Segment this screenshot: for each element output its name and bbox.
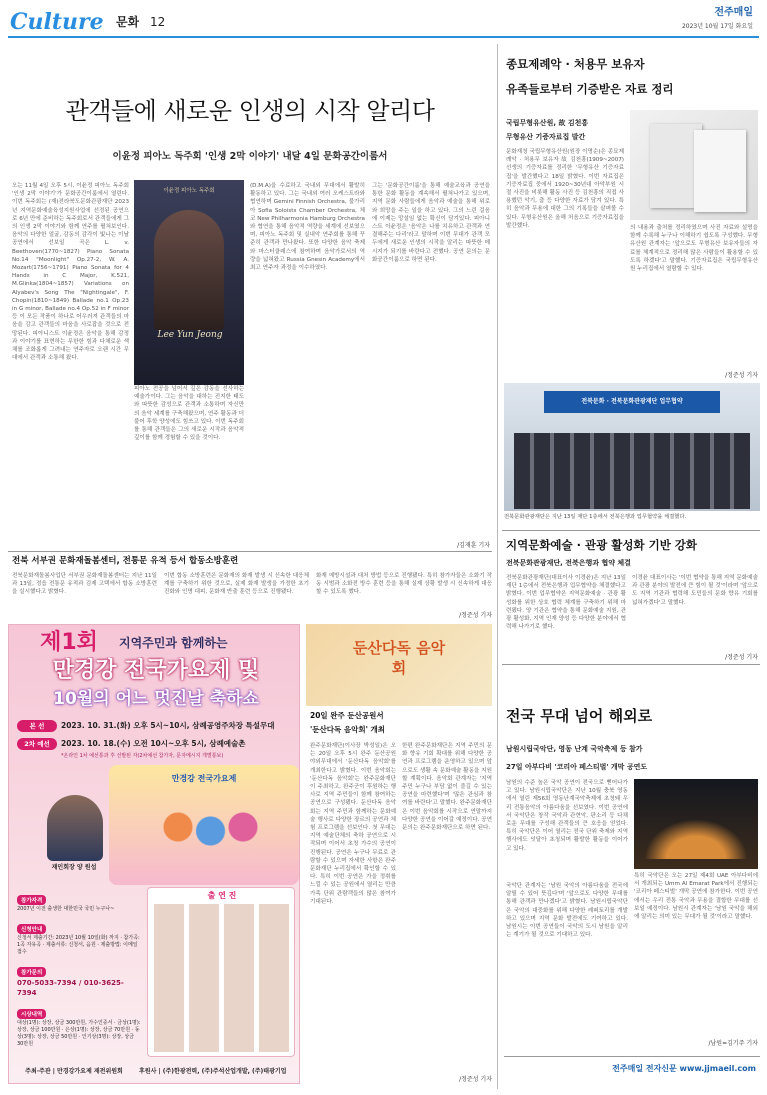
a3-image bbox=[306, 624, 492, 706]
ad-organizer: 주최·주관 | 만경강가요제 재전위원회 bbox=[25, 1068, 123, 1075]
ad-info-text: 2007년 이전 출생한 대한민국 국민 누구나~ bbox=[17, 906, 115, 912]
page-number: 12 bbox=[150, 15, 166, 29]
ad-info-item bbox=[17, 887, 141, 913]
a4-col2: 의 내용과 출처를 정리하였으며 사진 자료와 설명을 함께 수록해 누구나 이해하기 쉽도록 구성했다. 무형유산원 관계자는 '앞으로도 무형유산 보유자들의 자료를 체계적으로 정리해 많은 사람들이 활용할 수 있도록 하겠다'고 말했다. 기증자료집은 국립무형유산원 누리집에서 열람할 수 있다. bbox=[630, 225, 758, 273]
a1-subheadline: 이윤정 피아노 독주회 '인생 2막 이야기' 내달 4일 문화공간이룸서 bbox=[112, 151, 388, 162]
a5-col2: 이경윤 대표이사는 '이번 협약을 통해 지역 문화예술과 관광 분야의 발전에 큰 힘이 될 것'이라며 '앞으로도 지역 기관과 협력해 도민들의 문화 향유 기회를 넓혀가겠다'고 말했다. bbox=[632, 575, 758, 606]
a5-col1: 전북문화관광재단(대표이사 이경윤)은 지난 13일 재단 1층에서 전북은행과 업무협약을 체결했다고 밝혔다. 이번 업무협약은 지역문화예술 · 관광 활성화를 위한 상호 협력 체계를 구축하기 위해 마련됐다. 양 기관은 협약을 통해 문화예술 지원, 관광 활성화, 지역 인재 양성 등 다양한 분야에서 협력해 나가기로 했다. bbox=[506, 575, 626, 631]
a4-book-photo bbox=[630, 110, 758, 220]
a3-kicker: 20일 완주 둔산공원서 bbox=[310, 711, 384, 720]
a6-col2: 국악단 관계자는 '남원 국악의 아름다움을 전국에 알릴 수 있어 뜻깊다'며 '앞으로도 다양한 무대를 통해 관객과 만나겠다'고 밝혔다. 남원시립국악단은 국악의 대중화를 위해 다양한 레퍼토리를 개발하고 있으며 지역 문화 발전에도 기여하고 있다. 남원시는 이번 공연들이 국악의 도시 남원을 알리는 계기가 될 것으로 기대하고 있다. bbox=[506, 883, 628, 939]
ad-final-text: 2023. 10. 31.(화) 오후 5시~10시, 삼례공영주차장 특설무대 bbox=[61, 721, 275, 730]
ad-title-1: 제1회 bbox=[40, 630, 98, 655]
ad-info-label: 신청안내 bbox=[17, 924, 46, 934]
a4-col1: 문화재청 국립무형유산원(원장 이명순)은 종묘제례악 · 처용무 보유자 故 김천흥(1909~2007) 선생의 기증자료를 정리한 '무형유산 기증자료집'을 발간했다고 18일 밝혔다. 이번 자료집은 기증자료집 중에서 1920~30년대 아악부원 시절 사진을 비롯해 활동 사진 등 김천흥의 직접 사용했던 악기, 춤 등 다양한 자료가 담겨 있다. 특히 음악과 무용에 대한 그의 기록들을 살펴볼 수 있다. 무형유산원은 올해 처음으로 기증자료집을 발간했다. bbox=[506, 149, 624, 229]
cast-panel bbox=[147, 887, 295, 1057]
section-title-ko: 문화 bbox=[116, 15, 140, 29]
a3-col2: 한편 완주문화재단은 지역 주민의 문화 향유 기회 확대를 위해 다양한 공연과 프로그램을 운영하고 있으며 앞으로도 생활 속 문화예술 활동을 지원할 계획이다. 음악회 관계자는 '지역 주민 누구나 부담 없이 즐길 수 있는 공연을 마련했다'며 '많은 관심과 참여를 바란다'고 말했다. 완주문화재단은 이번 음악회를 시작으로 연말까지 다양한 공연을 이어갈 예정이다. 공연 문의는 완주문화재단으로 하면 된다. bbox=[402, 743, 492, 832]
a6-sub-2: 27일 아부다비 '코리아 페스티벌' 개막 공연도 bbox=[506, 763, 648, 771]
ad-info-text: 신청서 제출기간: 2023년 10월 10일(화) 까지 · 참가곡: 1곡 자유곡 · 제출서류: 신청서, 음원 · 제출방법: 이메일 접수 bbox=[17, 935, 140, 955]
a3-image-text: 둔산다독 음악회 bbox=[352, 639, 446, 677]
ad-final-label: 본 선 bbox=[17, 720, 57, 732]
a5-byline: /정준성 기자 bbox=[725, 654, 758, 661]
ad-info-item bbox=[17, 1001, 141, 1048]
ad-title-3: 10월의 어느 멋진날 축하쇼 bbox=[53, 689, 259, 709]
a4-headline-1: 종묘제례악 · 처용무 보유자 bbox=[506, 57, 645, 71]
ad-poster-label: 만경강 전국가요제 bbox=[171, 774, 237, 783]
a1-col2b: 피아노 전공을 넘어서 깊은 감동을 선사하는 예술가이다. 그는 음악을 대하는 진지한 태도와 따뜻한 감성으로 관객과 소통하며 자신만의 음악 세계를 구축해왔으며, 연주 활동과 더불어 후학 양성에도 힘쓰고 있다. 이번 독주회를 통해 관객들은 그의 새로운 시작과 음악적 깊이를 함께 경험할 수 있을 것이다. bbox=[134, 386, 244, 442]
a1-col1: 오는 11월 4일 오후 5시, 이윤정 피아노 독주회 '인생 2막 이야기'가 문화공간이룸에서 열린다. 이번 독주회는 (재)전라북도문화관광재단 2023년 지역문화예술육성지원사업에 선정된 공연으로 6년 만에 준비하는 독주회로서 관객들에게 그의 인생 2막 이야기와 함께 연주를 펼쳐보인다. 음악의 다양한 얼굴, 감동의 감각이 빛나는 이날 공연에서 선보일 곡은 L. v. Beethoven(1770~1827) Piano Sonata No.14 "Moonlight" Op.27-2, W. A. Mozart(1756~1791) Piano Sonata for 4 Hands in C Major, K.521, M.Glinka(1804~1857) Variations on Alyabev's Song The "Nightingale", F. Chopin(1810~1849) Ballade no.1 Op.23 in G minor, Ballade no.4 Op.52 in F minor 등 이 모든 작품이 하나로 어우러져 관객들의 마음을 감고 관객들의 마음을 사로잡을 것으로 전망된다. 피아니스트 이윤정은 음악을 통해 감정과 이야기를 표현하는 무한한 힘과 다채로운 색채를 조화롭게 그려내는 연주자로 오랜 시간 무대에서 관객과 소통해 왔다. bbox=[12, 183, 129, 362]
rule-vertical-center bbox=[497, 44, 498, 1089]
mou-banner bbox=[544, 391, 720, 413]
a2-col3: 화재 예방시설과 대처 방법 등으로 진행됐다. 특히 참가자들은 소화기 작동 시범과 소화전 방수 훈련 등을 통해 실제 상황 발생 시 신속하게 대응할 수 있도록 했다. bbox=[316, 573, 492, 596]
a2-headline: 전북 서부권 문화재돌봄센터, 전통문 유적 등서 합동소방훈련 bbox=[12, 556, 239, 566]
a6-col3: 특히 국악단은 오는 27일 제4회 UAE 아부다비에서 개최되는 Umm Al Emarat Park에서 진행되는 '코리아 페스티벌' 개막 공연에 참가한다. 이번 공연에서는 우리 전통 국악과 무용을 결합한 무대를 선보일 예정이다. 남원시 관계자는 '남원 국악을 해외에 알리는 의미 있는 무대가 될 것'이라고 말했다. bbox=[634, 873, 758, 921]
a6-byline: /남원=김기주 기자 bbox=[708, 1040, 758, 1047]
a6-headline: 전국 무대 넘어 해외로 bbox=[506, 707, 653, 725]
header-rule bbox=[8, 36, 759, 38]
a4-headline-2: 유족들로부터 기증받은 자료 정리 bbox=[506, 82, 674, 96]
mou-banner-text: 전북문화 · 전북문화관광재단 업무협약 bbox=[581, 398, 683, 405]
chair-name: 재인회장 양 원섭 bbox=[51, 864, 97, 871]
book-cover bbox=[694, 130, 746, 212]
stage-lights bbox=[644, 819, 748, 859]
ad-stage-illustration bbox=[109, 765, 299, 885]
a2-col1: 전북문화재돌봄사업단 서부권 문화재돌봄센터는 지난 11일과 13일, 정읍 전통문 유적과 김제 고택에서 합동 소방훈련을 실시했다고 밝혔다. bbox=[12, 573, 157, 596]
ad-info-item bbox=[17, 959, 141, 998]
ad-prelim-label: 2차 예선 bbox=[17, 738, 57, 750]
a3-byline: /정준성 기자 bbox=[459, 1076, 492, 1083]
ad-info-label: 참가자격 bbox=[17, 895, 46, 905]
a6-concert-photo bbox=[634, 779, 758, 869]
a4-byline: /정준성 기자 bbox=[725, 372, 758, 379]
chair-photo bbox=[47, 795, 103, 861]
ad-info-text: 대상(1명): 상장, 상금 300만원, 가수인증서 · 금상(1명): 상장, 상금 100만원 · 은상(1명): 상장, 상금 70만원 · 동상(3명): 상장, 상금 50만원 · 인기상(3명): 상장, 상금 30만원 bbox=[17, 1020, 141, 1047]
ad-prelim-note: *온라인 1차 예선통과 후 선발된 자(2차예선 참가자, 문자메시지 개별통보) bbox=[61, 753, 224, 759]
cast-title: 출 연 진 bbox=[207, 891, 237, 900]
rule-photo-bottom bbox=[502, 530, 760, 531]
a1-headline: 관객들에 새로운 인생의 시작 알리다 bbox=[65, 97, 435, 125]
footer-bar bbox=[504, 1056, 760, 1084]
footer-text: 전주매일 전자신문 www.jjmaeil.com bbox=[612, 1064, 756, 1073]
cast-photos bbox=[154, 904, 290, 1052]
a3-headline: '둔산다독 음악회' 개최 bbox=[310, 725, 386, 734]
issue-date: 2023년 10월 17일 화요일 bbox=[681, 23, 753, 30]
mou-people bbox=[514, 433, 750, 509]
a6-sub-1: 남원시립국악단, 영동 난계 국악축제 등 참가 bbox=[506, 745, 643, 753]
rule-a1-bottom bbox=[8, 551, 492, 552]
ad-info-text: 070-5033-7394 / 010-3625-7394 bbox=[17, 979, 124, 997]
a5-headline: 지역문화예술 · 관광 활성화 기반 강화 bbox=[506, 538, 698, 552]
rule-a5-bottom bbox=[502, 664, 760, 665]
ad-info-label: 참가문의 bbox=[17, 967, 46, 977]
mou-photo-caption: 전북문화관광재단은 지난 13일 재단 1층에서 전북은행과 업무협약을 체결했다. bbox=[504, 514, 687, 520]
a4-sub-2: 무형유산 기증자료집 발간 bbox=[506, 133, 586, 141]
singers-illustration bbox=[139, 795, 269, 875]
ad-info-label: 시상내역 bbox=[17, 1009, 46, 1019]
a1-col4: 그는 '문화공간이룸'을 통해 예술교육과 공연을 통한 문화 활동을 계속해서 펼쳐나가고 있으며, 지역 문화 사람들에게 음악과 예술을 통해 위로와 희망을 주는 일을 하고 있다. 그의 느린 걸음에 이제는 망설임 없는 확신이 담겨있다. 피아니스트 이윤정은 '음악은 나를 치유하고 관객과 연결해주는 다리'라고 말하며 이번 무대가 관객 모두에게 새로운 인생의 시작을 알리는 따뜻한 메시지가 되기를 바란다고 전했다. 공연 문의는 문화공간이룸으로 하면 된다. bbox=[372, 183, 490, 263]
a1-col3: (D.M.A)을 수료하고 국내외 무대에서 활발히 활동하고 있다. 그는 국내외 여러 오케스트라와 협연하며 Gemini Finnish Orchestra, 불가리아 Sofia Soloists Chamber Orchestra, 체코 New Philharmonia Hamburg Orchestra와 협연을 통해 음악적 역량을 세계에 선보였으며, 피아노 독주회 및 실내악 연주회를 통해 꾸준히 관객과 만나왔다. 또한 다양한 음악 축제와 마스터클래스에 참여하며 음악가로서의 역량을 넓혀왔고 Russia Gnesin Academy에서 최고 연주자 과정을 이수하였다. bbox=[250, 183, 365, 272]
ad-sponsor: 후원사 | (주)한광전력, (주)주석산업개발, (주)태광기업 bbox=[139, 1068, 287, 1075]
mou-photo bbox=[504, 383, 760, 511]
ad-sub-top: 지역주민과 함께하는 bbox=[119, 636, 228, 650]
a5-subheadline: 전북문화관광재단, 전북은행과 협약 체결 bbox=[506, 559, 631, 567]
a6-col1: 남원의 수준 높은 국악 공연이 전국으로 뻗어나가고 있다. 남원시립국악단은 지난 10월 충북 영동에서 열린 제56회 영동난계국악축제에 초청돼 우리 전통음악의 아름다움을 선보였다. 이번 공연에서 국악단은 창작 국악과 관현악, 판소리 등 다채로운 무대를 구성해 관객들의 큰 호응을 얻었다. 특히 국악단은 이어 열리는 전국 단위 축제와 지역 행사에도 잇달아 초청되며 활발한 활동을 이어가고 있다. bbox=[506, 780, 628, 852]
pianist-photo bbox=[154, 210, 224, 330]
a2-byline: /정준성 기자 bbox=[459, 612, 492, 619]
ad-info-item bbox=[17, 916, 141, 956]
a1-poster bbox=[134, 180, 244, 385]
section-title-en: Culture bbox=[10, 9, 104, 35]
a2-col2: 이번 합동 소방훈련은 문화재의 화재 발생 시 신속한 대응체계를 구축하기 위한 것으로, 실제 화재 발생을 가정한 초기 진화와 인명 대피, 문화재 반출 훈련 등으로 진행됐다. bbox=[164, 573, 309, 596]
festival-ad bbox=[8, 624, 300, 1084]
ad-info bbox=[17, 887, 141, 1057]
ad-title-2: 만경강 전국가요제 및 bbox=[52, 658, 260, 683]
a4-sub-1: 국립무형유산원, 故 김천흥 bbox=[506, 119, 589, 127]
a1-poster-sign: Lee Yun Jeong bbox=[157, 330, 223, 340]
a1-poster-title: 이윤정 피아노 독주회 bbox=[163, 188, 215, 194]
a3-col1: 완주문화재단(이사장 박성일)은 오는 20일 오후 5시 완주 둔산공원 야외무대에서 '둔산다독 음악회'를 개최한다고 밝혔다. 이번 음악회는 '둔산다독 음악회'는 완주문화재단이 주최하고, 완주군이 후원하는 행사로 지역 주민들이 함께 참여하는 공연으로 구성됐다. 둔산다독 음악회는 지역 주민과 함께하는 문화예술 행사로 다양한 장르의 공연과 체험 프로그램을 선보인다. 첫 무대는 지역 예술단체의 축하 공연으로 시작되며 이어서 초청 가수의 공연이 진행된다. 공연은 누구나 무료로 관람할 수 있으며 자세한 사항은 완주문화재단 누리집에서 확인할 수 있다. 특히 이번 공연은 가을 정취를 느낄 수 있는 공원에서 열리는 만큼 가족 단위 관람객들의 많은 참여가 기대된다. bbox=[310, 743, 396, 905]
ad-prelim-text: 2023. 10. 18.(수) 오전 10시~오후 5시, 삼례예술촌 bbox=[61, 739, 246, 748]
paper-name: 전주매일 bbox=[714, 7, 753, 18]
a1-byline: /김재훈 기자 bbox=[457, 542, 490, 549]
